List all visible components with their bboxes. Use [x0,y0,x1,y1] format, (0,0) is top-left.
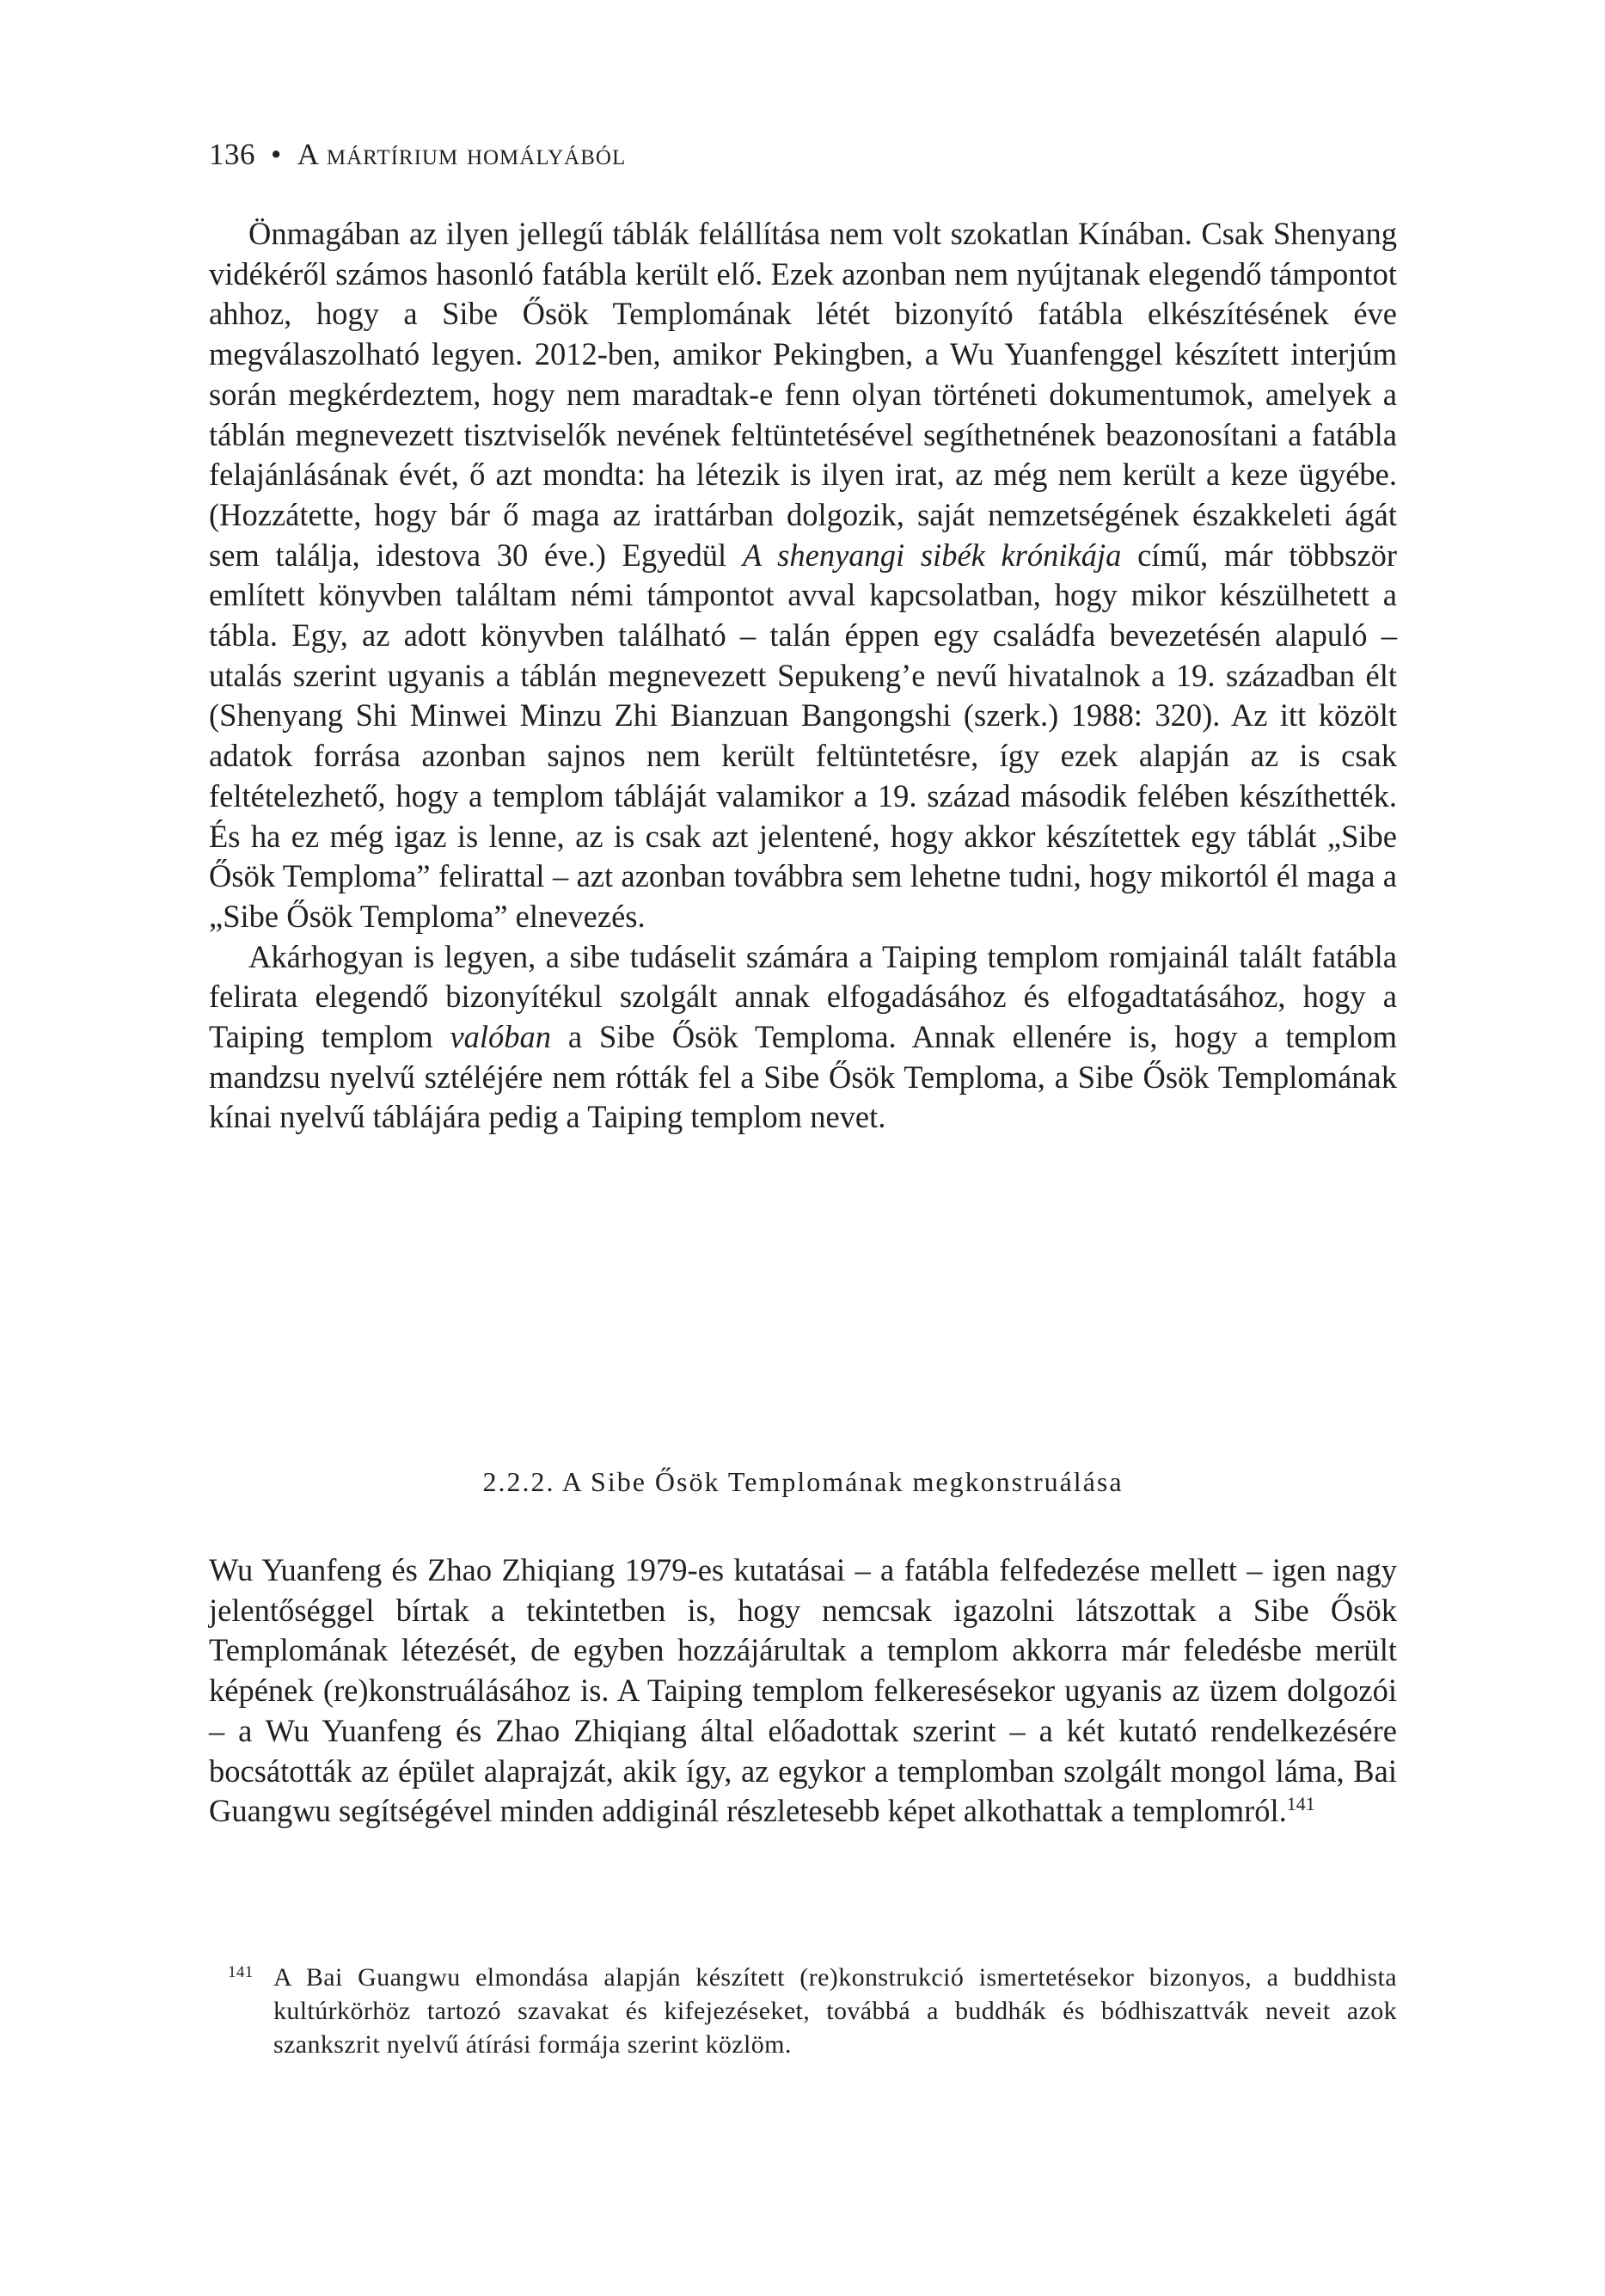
body-text-upper [209,214,1397,1138]
paragraph-1-continuation: című, már többször említett könyvben találtam némi támpontot avval kapcsolatban, hogy mikor készülhetett a tábla. Egy, az adott könyvben található – talán éppen egy családfa bevezetésén alapuló – utalás szerint ugyanis a táblán megnevezett Sepukeng’e nevű hivatalnok a 19. században élt (Shenyang Shi Minwei Minzu Zhi Bianzuan Bangongshi (szerk.) 1988: 320). Az itt közölt adatok forrása azonban sajnos nem került feltüntetésre, így ezek alapján az is csak feltételezhető, hogy a templom tábláját valamikor a 19. század második felében készíthették. És ha ez még igaz is lenne, az is csak azt jelentené, hogy akkor készítettek egy táblát „Sibe Ősök Temploma” felirattal – azt azonban továbbra sem lehetne tudni, hogy mikortól él maga a „Sibe Ősök Temploma” elnevezés. [209,537,1397,934]
paragraph-1-text: Önmagában az ilyen jellegű táblák felállítása nem volt szokatlan Kínában. Csak Shenyang vidékéről számos hasonló fatábla került elő. Ezek azonban nem nyújtanak elegendő támpontot ahhoz, hogy a Sibe Ősök Templomának létét bizonyító fatábla elkészítésének éve megválaszolható legyen. 2012-ben, amikor Pekingben, a Wu Yuanfenggel készített interjúm során megkérdeztem, hogy nem maradtak-e fenn olyan történeti dokumentumok, amelyek a táblán megnevezett tisztviselők nevének feltüntetésével segíthetnének beazonosítani a fatábla felajánlásának évét, ő azt mondta: ha létezik is ilyen irat, az még nem került a keze ügyébe. (Hozzátette, hogy bár ő maga az irattárban dolgozik, saját nemzetségének északkeleti ágát sem találja, idestova 30 éve.) Egyedül [209,216,1397,573]
running-header [209,136,626,174]
paragraph-2-continuation: a Sibe Ősök Temploma. Annak ellenére is, hogy a templom mandzsu nyelvű sztéléjére nem rótták fel a Sibe Ősök Temploma, a Sibe Ősök Templomának kínai nyelvű táblájára pedig a Taiping templom nevet. [209,1019,1397,1135]
book-title: A mártírium homályából [297,138,627,171]
footnote-reference: 141 [1286,1793,1315,1815]
book-title-italic: A shenyangi sibék krónikája [742,537,1122,573]
page-number: 136 [209,138,255,171]
emphasis-italic: valóban [450,1019,552,1055]
paragraph-2 [209,937,1397,1139]
body-text-lower [209,1550,1397,1832]
footnote-text: A Bai Guangwu elmondása alapján készített (re)konstrukció ismertetésekor bizonyos, a buddhista kultúrkörhöz tartozó szavakat és kifejezéseket, továbbá a buddhák és bódhiszattvák neveit azok szankszrit nyelvű átírási formája szerint közlöm. [273,1963,1397,2059]
footnote: 141 A Bai Guangwu elmondása alapján készített (re)konstrukció ismertetésekor bizonyos, a buddhista kultúrkörhöz tartozó szavakat és kifejezéseket, továbbá a buddhák és bódhiszattvák neveit azok szankszrit nyelvű átírási formája szerint közlöm. [209,1961,1397,2061]
paragraph-2-text: Akárhogyan is legyen, a sibe tudáselit számára a Taiping templom romjainál talált fatábla felirata elegendő bizonyítékul szolgált annak elfogadásához és elfogadtatásához, hogy a Taiping templom [209,938,1397,1055]
header-separator: • [271,138,282,171]
paragraph-3-text: Wu Yuanfeng és Zhao Zhiqiang 1979-es kutatásai – a fatábla felfedezése mellett – igen nagy jelentőséggel bírtak a tekintetben is, hogy nemcsak igazolni látszottak a Sibe Ősök Templomának létezését, de egyben hozzájárultak a templom akkorra már feledésbe merült képének (re)konstruálásához is. A Taiping templom felkeresésekor ugyanis az üzem dolgozói – a Wu Yuanfeng és Zhao Zhiqiang által előadottak szerint – a két kutató rendelkezésére bocsátották az épület alaprajzát, akik így, az egykor a templomban szolgált mongol láma, Bai Guangwu segítségével minden addiginál részletesebb képet alkothattak a templomról. [209,1552,1397,1829]
section-heading: 2.2.2. A Sibe Ősök Templomának megkonstruálása [482,1466,1124,1497]
paragraph-3 [209,1550,1397,1832]
paragraph-1 [209,214,1397,937]
